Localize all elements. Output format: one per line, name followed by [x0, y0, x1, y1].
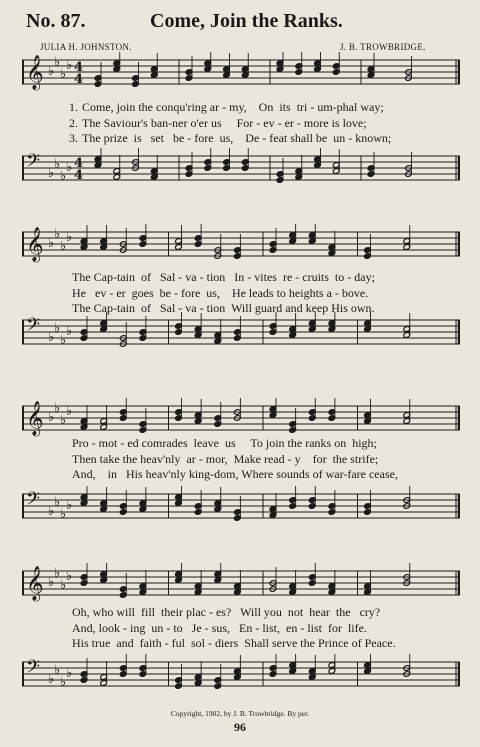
flat-icon: ♭ — [66, 160, 73, 175]
flat-icon: ♭ — [48, 236, 55, 251]
flat-icon: ♭ — [66, 498, 73, 513]
time-signature: 4 — [74, 72, 84, 87]
flat-icon: ♭ — [54, 401, 61, 416]
lyric-verse-3: 3. The prize is set be - fore us, De - feat shall be un - known; — [69, 131, 392, 145]
lyric-verse-1: Oh, who will fill their plac - es? Will you not hear the cry? — [72, 605, 381, 619]
bass-clef-icon: 𝄢 — [26, 489, 41, 514]
hymn-title: Come, Join the Ranks. — [150, 10, 343, 32]
flat-icon: ♭ — [48, 575, 55, 590]
hymn-number: No. 87. — [26, 10, 86, 32]
flat-icon: ♭ — [48, 64, 55, 79]
flat-icon: ♭ — [60, 169, 67, 184]
bass-staff-system-2 — [22, 312, 460, 358]
lyric-verse-2: Then take the heav'nly ar - mor, Make read - y for the strife; — [72, 451, 379, 466]
flat-icon: ♭ — [66, 569, 73, 584]
time-signature: 4 — [74, 60, 84, 75]
lyric-verse-1: The Cap-tain of Sal - va - tion In - vites re - cruits to - day; — [72, 270, 375, 284]
flat-icon: ♭ — [54, 495, 61, 510]
flat-icon: ♭ — [54, 227, 61, 242]
flat-icon: ♭ — [48, 330, 55, 345]
composer-credit: J. B. TROWBRIDGE. — [340, 42, 426, 52]
lyric-verse-3: And, in His heav'nly king-dom, Where sounds of war-fare cease, — [72, 467, 398, 481]
flat-icon: ♭ — [66, 404, 73, 419]
bass-clef-icon: 𝄢 — [26, 151, 41, 176]
flat-icon: ♭ — [60, 675, 67, 690]
flat-icon: ♭ — [60, 413, 67, 428]
lyrics-system-4 — [62, 605, 450, 652]
copyright-notice: Copyright, 1902, by J. B. Trowbridge. By per. — [170, 709, 310, 718]
flat-icon: ♭ — [48, 166, 55, 181]
lyricist-credit: JULIA H. JOHNSTON. — [40, 42, 132, 52]
flat-icon: ♭ — [66, 666, 73, 681]
flat-icon: ♭ — [66, 230, 73, 245]
flat-icon: ♭ — [54, 157, 61, 172]
flat-icon: ♭ — [48, 672, 55, 687]
flat-icon: ♭ — [54, 321, 61, 336]
flat-icon: ♭ — [54, 55, 61, 70]
treble-staff-system-4 — [22, 563, 460, 609]
lyrics-system-3 — [62, 436, 450, 483]
treble-clef-icon: 𝄞 — [26, 566, 44, 601]
treble-clef-icon: 𝄞 — [26, 55, 44, 90]
flat-icon: ♭ — [60, 67, 67, 82]
lyric-verse-3: His true and faith - ful sol - diers Shall serve the Prince of Peace. — [72, 636, 396, 650]
flat-icon: ♭ — [66, 58, 73, 73]
lyrics-system-2 — [62, 270, 450, 317]
lyric-verse-3: The Cap-tain of Sal - va - tion Will guard and keep His own. — [72, 301, 375, 315]
time-signature: 4 — [74, 156, 84, 171]
lyrics-system-1 — [62, 100, 450, 147]
flat-icon: ♭ — [60, 578, 67, 593]
lyric-verse-1: 1. Come, join the conqu'ring ar - my, On its tri - um-phal way; — [69, 100, 384, 114]
lyric-verse-2: 2. The Saviour's ban-ner o'er us For - ev - er - more is love; — [69, 115, 367, 130]
lyric-verse-2: And, look - ing un - to Je - sus, En - list, en - list for life. — [72, 620, 367, 635]
flat-icon: ♭ — [60, 239, 67, 254]
lyric-verse-2: He ev - er goes be - fore us, He leads to heights a - bove. — [72, 285, 369, 300]
treble-staff-system-2 — [22, 224, 460, 270]
flat-icon: ♭ — [54, 663, 61, 678]
flat-icon: ♭ — [48, 410, 55, 425]
flat-icon: ♭ — [60, 507, 67, 522]
flat-icon: ♭ — [48, 504, 55, 519]
flat-icon: ♭ — [54, 566, 61, 581]
treble-clef-icon: 𝄞 — [26, 401, 44, 436]
bass-staff-system-3 — [22, 486, 460, 532]
flat-icon: ♭ — [60, 333, 67, 348]
flat-icon: ♭ — [66, 324, 73, 339]
bass-clef-icon: 𝄢 — [26, 315, 41, 340]
bass-staff-system-1 — [22, 148, 460, 194]
treble-staff-system-1 — [22, 52, 460, 98]
lyric-verse-1: Pro - mot - ed comrades leave us To join the ranks on high; — [72, 436, 377, 450]
bass-staff-system-4 — [22, 654, 460, 700]
treble-clef-icon: 𝄞 — [26, 227, 44, 262]
bass-clef-icon: 𝄢 — [26, 657, 41, 682]
time-signature: 4 — [74, 168, 84, 183]
page-number: 96 — [234, 720, 246, 734]
